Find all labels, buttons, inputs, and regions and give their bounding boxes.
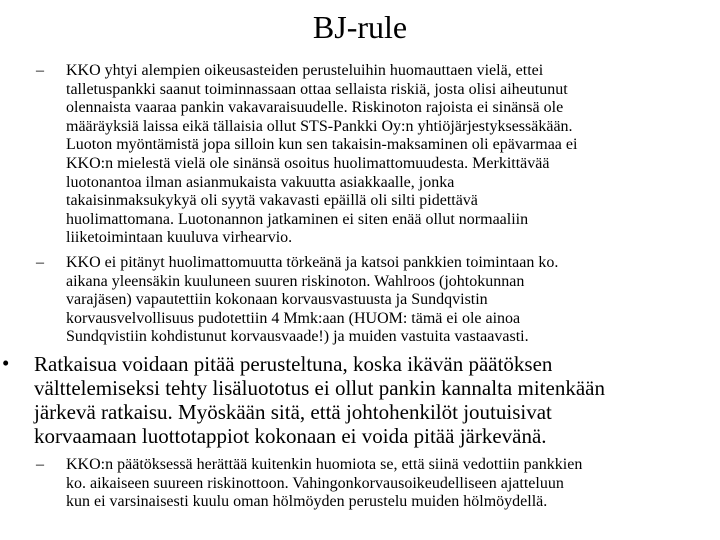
text-line: KKO:n päätöksessä herättää kuitenkin huomiota se, että siinä vedottiin pankkien [66, 456, 583, 473]
text-line: kun ei varsinaisesti kuulu oman hölmöyden perustelu muiden hölmöydellä. [66, 493, 548, 511]
sub-bullet-1 [36, 62, 578, 248]
text-line: Ratkaisua voidaan pitää perusteltuna, koska ikävän päätöksen [34, 352, 553, 376]
text-line: takaisinmaksukykyä oli syytä vakavasti epäillä oli silti pidettävä [66, 192, 478, 210]
bullet-marker: • [2, 351, 10, 375]
dash-marker: – [36, 62, 44, 79]
text-line: varajäsen) vapautettiin kokonaan korvausvastuusta ja Sundqvistin [66, 291, 488, 309]
text-line: liiketoimintaan kuuluva virhearvio. [66, 229, 293, 247]
text-line: korvausvelvollisuus pudotettiin 4 Mmk:aan (HUOM: tämä ei ole ainoa [66, 309, 521, 327]
sub-bullet-3 [36, 456, 583, 512]
text-line: KKO ei pitänyt huolimattomuutta törkeänä ja katsoi pankkien toimintaan ko. [66, 254, 559, 271]
dash-marker: – [36, 254, 44, 271]
text-line: määräyksiä laissa eikä tällaisia ollut STS‑Pankki Oy:n yhtiöjärjestyksessäkään. [66, 117, 573, 135]
slide-title: BJ-rule [312, 9, 408, 45]
text-line: järkevä ratkaisu. Myöskään sitä, että johtohenkilöt joutuisivat [34, 400, 552, 424]
sub-bullet-2 [36, 254, 559, 347]
text-line: välttelemiseksi tehty lisäluototus ei ollut pankin kannalta mitenkään [34, 376, 605, 400]
text-line: Luoton myöntämistä jopa silloin kun sen takaisin-maksaminen oli epävarmaa ei [66, 136, 578, 154]
text-line: luotonantoa ilman asianmukaista vakuutta asiakkaalle, jonka [66, 173, 455, 191]
text-line: ko. aikaiseen suureen riskinottoon. Vahingonkorvausoikeudelliseen ajatteluun [66, 474, 564, 492]
text-line: korvaamaan luottotappiot kokonaan ei voida pitää järkevänä. [34, 424, 547, 448]
text-line: olennaista vaaraa pankin vakavaraisuudelle. Riskinoton rajoista ei sinänsä ole [66, 99, 564, 117]
dash-marker: – [36, 456, 44, 473]
text-line: KKO:n mielestä vielä ole sinänsä osoitus huolimattomuudesta. Merkittävää [66, 154, 550, 172]
text-line: aikana yleensäkin kuuluneen suuren riskinoton. Wahlroos (johtokunnan [66, 272, 525, 290]
text-line: Sundqvistiin kohdistunut korvausvaade!) ja muiden vastuita vastaavasti. [66, 328, 529, 346]
text-line: KKO yhtyi alempien oikeusasteiden perusteluihin huomauttaen vielä, ettei [66, 62, 544, 79]
text-line: huolimattomana. Luotonannon jatkaminen ei siten enää ollut normaaliin [66, 210, 529, 228]
text-line: talletuspankki saanut toiminnassaan ottaa sellaista riskiä, josta olisi aiheutunut [66, 80, 568, 98]
main-bullet [2, 351, 605, 448]
